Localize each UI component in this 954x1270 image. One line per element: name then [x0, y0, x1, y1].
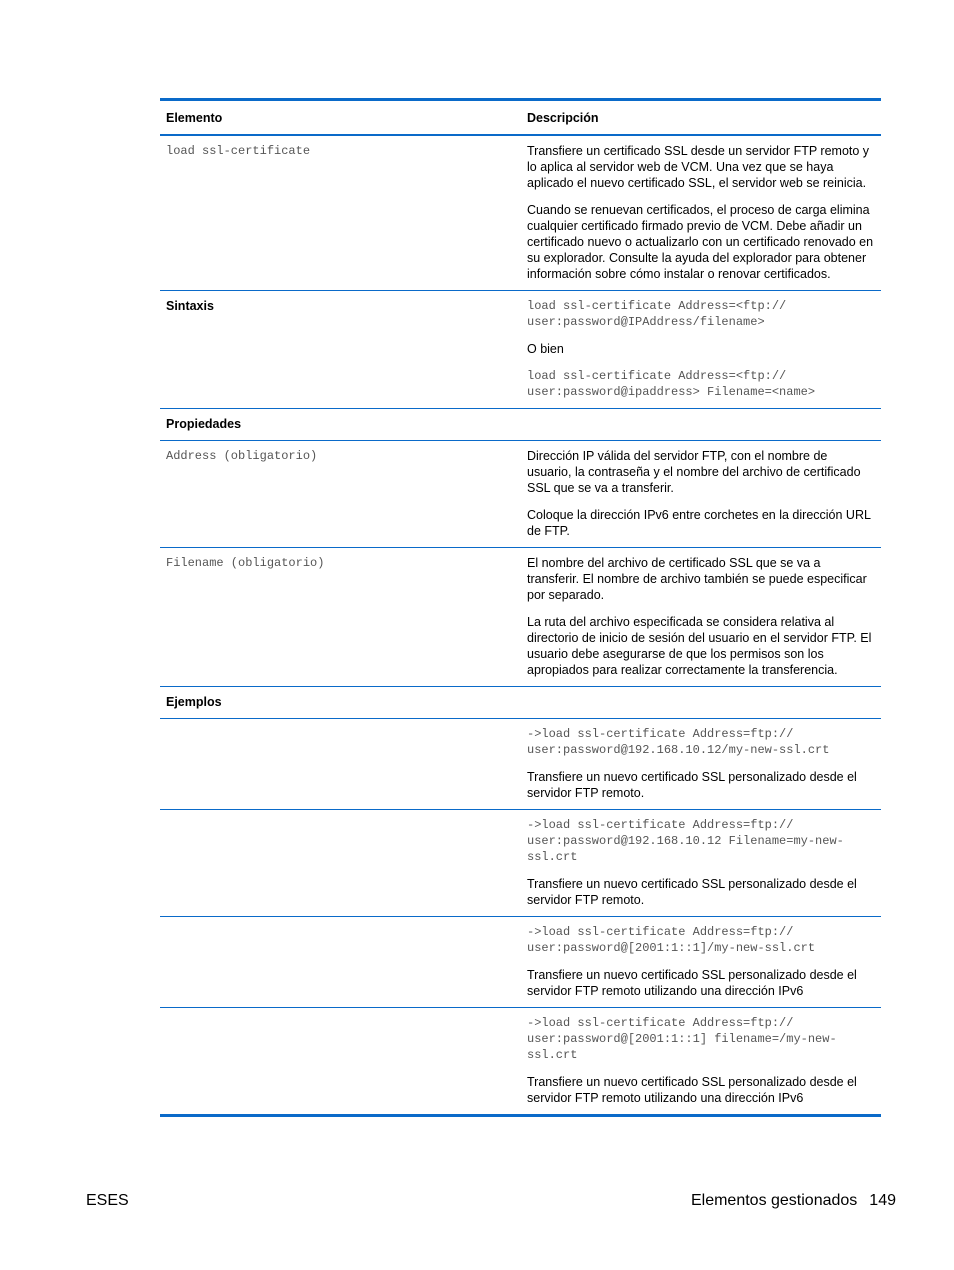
- example-2-desc: Transfiere un nuevo certificado SSL personalizado desde el servidor FTP remoto.: [527, 877, 857, 907]
- syntax-or: O bien: [527, 342, 564, 356]
- table-row-example-4: [160, 1008, 881, 1114]
- property-address-name: Address (obligatorio): [166, 449, 318, 463]
- header-element: Elemento: [166, 111, 223, 125]
- table-header-row: [160, 101, 881, 136]
- command-name: load ssl-certificate: [166, 144, 311, 158]
- table-row-example-2: [160, 810, 881, 917]
- command-description-1: Transfiere un certificado SSL desde un servidor FTP remoto y lo aplica al servidor web de VCM. Una vez que se haya aplicado el nuevo certificado SSL, el servidor web se reinicia.: [527, 144, 870, 190]
- footer-section-title: Elementos gestionados: [690, 1192, 858, 1209]
- example-1-code: ->load ssl-certificate Address=ftp:// user:password@192.168.10.12/my-new-ssl.crt: [527, 727, 830, 757]
- table-row-address: [160, 441, 881, 548]
- footer-page-info: [691, 1191, 896, 1211]
- table-row-properties-heading: [160, 409, 881, 441]
- table-row-example-3: [160, 917, 881, 1008]
- properties-label: Propiedades: [166, 417, 242, 431]
- examples-label: Ejemplos: [166, 695, 222, 709]
- command-table: [160, 98, 881, 1117]
- property-filename-desc-2: La ruta del archivo especificada se considera relativa al directorio de inicio de sesión del usuario en el servidor FTP. El usuario debe asegurarse de que los permisos son los apropiados para realizar correctamente la transferencia.: [527, 615, 872, 677]
- property-address-desc-1: Dirección IP válida del servidor FTP, con el nombre de usuario, la contraseña y el nombre del archivo de certificado SSL que se va a transferir.: [527, 449, 861, 495]
- command-description-2: Cuando se renuevan certificados, el proceso de carga elimina cualquier certificado firmado previo de VCM. Debe añadir un certificado nuevo o actualizarlo con un certificado renovado en su explorador. Consulte la ayuda del explorador para obtener información sobre cómo instalar o renovar certificados.: [527, 203, 874, 281]
- header-description: Descripción: [527, 111, 599, 125]
- table-row-command: [160, 136, 881, 291]
- property-filename-name: Filename (obligatorio): [166, 556, 325, 570]
- example-3-desc: Transfiere un nuevo certificado SSL personalizado desde el servidor FTP remoto utilizando una dirección IPv6: [527, 968, 857, 998]
- example-2-code: ->load ssl-certificate Address=ftp:// user:password@192.168.10.12 Filename=my-new- ssl.crt: [527, 818, 844, 864]
- table-row-examples-heading: [160, 687, 881, 719]
- example-1-desc: Transfiere un nuevo certificado SSL personalizado desde el servidor FTP remoto.: [527, 770, 857, 800]
- property-address-desc-2: Coloque la dirección IPv6 entre corchetes en la dirección URL de FTP.: [527, 508, 871, 538]
- property-filename-desc-1: El nombre del archivo de certificado SSL que se va a transferir. El nombre de archivo también se puede especificar por separado.: [527, 556, 867, 602]
- table-row-filename: [160, 548, 881, 687]
- footer-locale: ESES: [86, 1192, 129, 1209]
- footer-page-number: 149: [869, 1192, 896, 1209]
- table-row-example-1: [160, 719, 881, 810]
- example-3-code: ->load ssl-certificate Address=ftp:// user:password@[2001:1::1]/my-new-ssl.crt: [527, 925, 816, 955]
- syntax-line-1: load ssl-certificate Address=<ftp:// user:password@IPAddress/filename>: [527, 299, 787, 329]
- syntax-label: Sintaxis: [166, 299, 214, 313]
- example-4-desc: Transfiere un nuevo certificado SSL personalizado desde el servidor FTP remoto utilizando una dirección IPv6: [527, 1075, 857, 1105]
- syntax-line-2: load ssl-certificate Address=<ftp:// user:password@ipaddress> Filename=<name>: [527, 369, 816, 399]
- table-row-syntax: [160, 291, 881, 409]
- example-4-code: ->load ssl-certificate Address=ftp:// user:password@[2001:1::1] filename=/my-new- ssl.crt: [527, 1016, 837, 1062]
